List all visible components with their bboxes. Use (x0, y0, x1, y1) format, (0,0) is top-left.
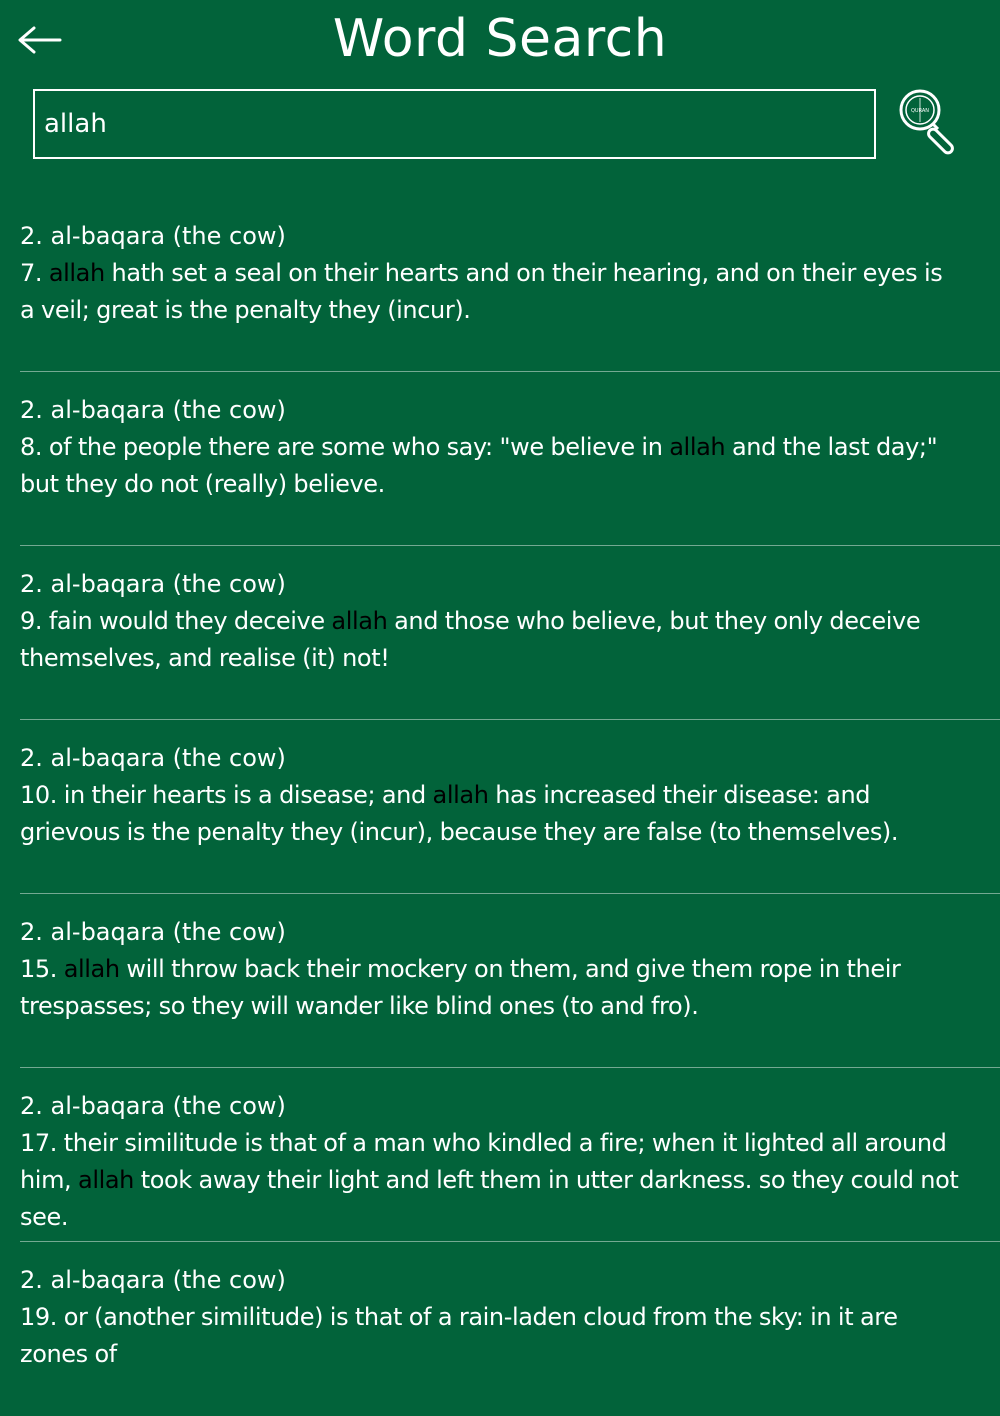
search-button[interactable] (896, 88, 968, 158)
result-verse (20, 951, 960, 1025)
verse-text-after: has increased their disease: and grievous is the penalty they (incur), because they are false (to themselves). (20, 781, 899, 846)
verse-number: 8. (20, 433, 43, 461)
verse-number: 10. (20, 781, 57, 809)
result-item[interactable] (20, 894, 1000, 1068)
verse-number: 7. (20, 259, 43, 287)
verse-text-after: will throw back their mockery on them, and give them rope in their trespasses; so they will wander like blind ones (to and fro). (20, 955, 901, 1020)
result-item[interactable] (20, 198, 1000, 372)
verse-number: 19. (20, 1303, 57, 1331)
magnifier-icon (896, 88, 968, 158)
verse-text-after: hath set a seal on their hearts and on their hearing, and on their eyes is a veil; great is the penalty they (incur). (20, 259, 943, 324)
result-item[interactable] (20, 1068, 1000, 1242)
verse-keyword: allah (78, 1166, 134, 1194)
verse-keyword: allah (669, 433, 726, 461)
search-input[interactable] (35, 91, 874, 157)
verse-text-before: or (another similitude) is that of a rain-laden cloud from the sky: in it are zones of (20, 1303, 898, 1368)
verse-number: 15. (20, 955, 57, 983)
result-item[interactable] (20, 546, 1000, 720)
verse-text-after: and the last day;" but they do not (really) believe. (20, 433, 938, 498)
result-item[interactable] (20, 720, 1000, 894)
result-surah: 2. al-baqara (the cow) (20, 1092, 286, 1120)
page-title: Word Search (332, 9, 668, 69)
result-item[interactable] (20, 1242, 1000, 1416)
result-verse (20, 777, 960, 851)
result-surah: 2. al-baqara (the cow) (20, 396, 286, 424)
results-list (0, 198, 1000, 1416)
verse-text-before: fain would they deceive (48, 607, 325, 635)
result-surah: 2. al-baqara (the cow) (20, 222, 286, 250)
result-item[interactable] (20, 372, 1000, 546)
header (0, 0, 1000, 80)
result-surah: 2. al-baqara (the cow) (20, 1266, 286, 1294)
search-field[interactable] (33, 89, 876, 159)
result-verse (20, 603, 960, 677)
verse-text-before: in their hearts is a disease; and (63, 781, 426, 809)
result-verse (20, 429, 960, 503)
verse-keyword: allah (331, 607, 388, 635)
verse-text-before: of the people there are some who say: "we believe in (48, 433, 663, 461)
magnifier-icon-text: QURAN (910, 108, 930, 114)
verse-keyword: allah (63, 955, 120, 983)
result-verse (20, 255, 960, 329)
verse-text-after: and those who believe, but they only deceive themselves, and realise (it) not! (20, 607, 921, 672)
result-surah: 2. al-baqara (the cow) (20, 918, 286, 946)
verse-number: 9. (20, 607, 43, 635)
result-verse (20, 1125, 960, 1236)
result-surah: 2. al-baqara (the cow) (20, 570, 286, 598)
verse-text-after: took away their light and left them in utter darkness. so they could not see. (20, 1166, 959, 1231)
result-surah: 2. al-baqara (the cow) (20, 744, 286, 772)
result-verse (20, 1299, 960, 1373)
verse-keyword: allah (48, 259, 105, 287)
verse-number: 17. (20, 1129, 57, 1157)
verse-text-before: their similitude is that of a man who kindled a fire; when it lighted all around him, (20, 1129, 947, 1194)
verse-keyword: allah (432, 781, 489, 809)
